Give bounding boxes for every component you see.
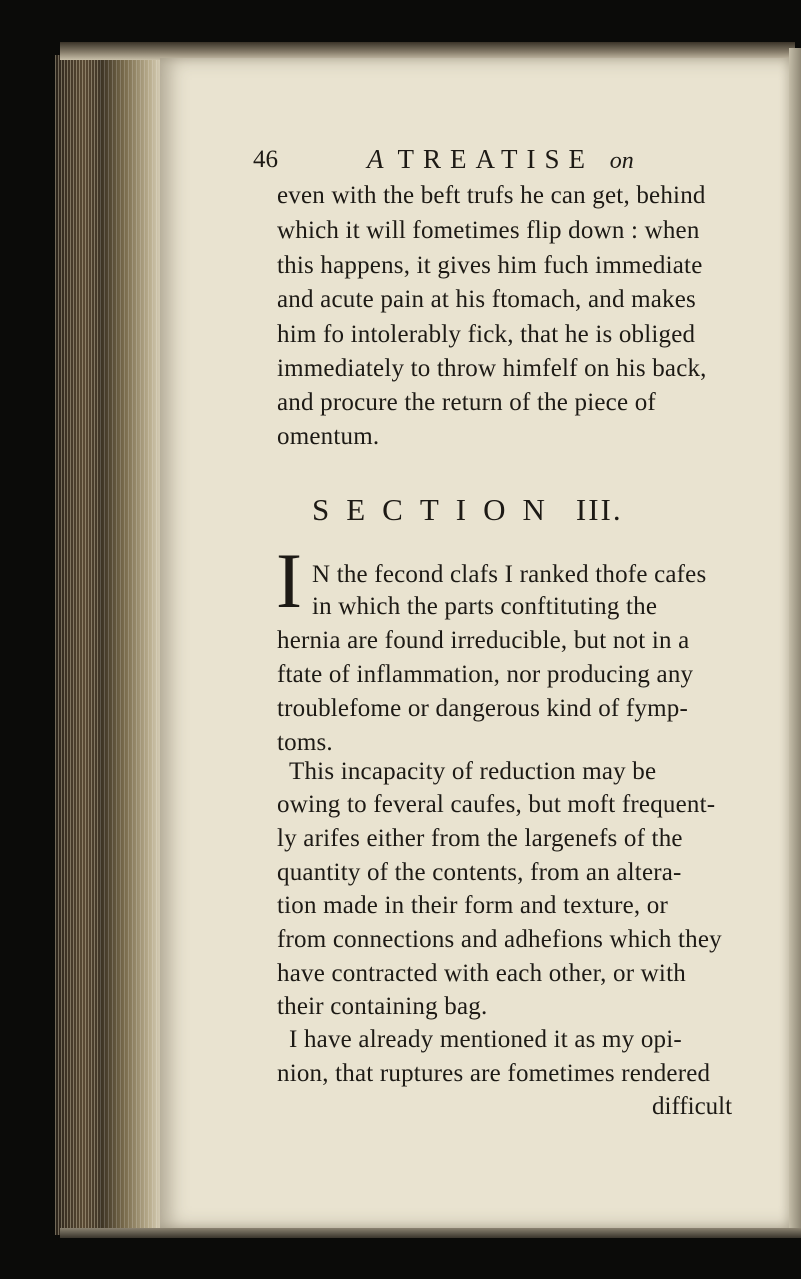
text-line: N the fecond clafs I ranked thofe cafes bbox=[312, 561, 707, 588]
text-line: omentum. bbox=[277, 423, 380, 450]
text-line: owing to feveral caufes, but moft frequent- bbox=[277, 791, 716, 818]
text-line: toms. bbox=[277, 729, 333, 756]
text-line: tion made in their form and texture, or bbox=[277, 892, 669, 919]
text-line: have contracted with each other, or with bbox=[277, 960, 686, 987]
text-line: quantity of the contents, from an altera- bbox=[277, 859, 682, 886]
text-line: troublefome or dangerous kind of fymp- bbox=[277, 695, 688, 722]
text-line: and procure the return of the piece of bbox=[277, 389, 656, 416]
drop-cap: I bbox=[276, 537, 302, 624]
section-number: III. bbox=[575, 492, 623, 527]
text-line: even with the beft trufs he can get, behind bbox=[277, 182, 706, 209]
text-line: I have already mentioned it as my opi- bbox=[289, 1026, 682, 1053]
catchword: difficult bbox=[652, 1093, 733, 1120]
text-line: ly arifes either from the largenefs of the bbox=[277, 825, 683, 852]
text-line: This incapacity of reduction may be bbox=[289, 758, 657, 785]
text-line: their containing bag. bbox=[277, 993, 488, 1020]
text-line: this happens, it gives him fuch immediate bbox=[277, 252, 703, 279]
running-head-article: A bbox=[367, 144, 384, 174]
text-line: from connections and adhefions which they bbox=[277, 926, 722, 953]
page-number: 46 bbox=[253, 146, 278, 173]
text-line: which it will fometimes flip down : when bbox=[277, 217, 700, 244]
text-line: immediately to throw himfelf on his back, bbox=[277, 355, 707, 382]
running-head-on: on bbox=[609, 148, 634, 174]
text-line: nion, that ruptures are fometimes rendered bbox=[277, 1060, 711, 1087]
text-line: ftate of inflammation, nor producing any bbox=[277, 661, 694, 688]
text-line: him fo intolerably fick, that he is obliged bbox=[277, 321, 696, 348]
section-label: SECTION bbox=[312, 492, 562, 527]
text-line: hernia are found irreducible, but not in a bbox=[277, 627, 690, 654]
text-line: in which the parts conftituting the bbox=[312, 593, 658, 620]
running-head bbox=[367, 144, 634, 175]
running-head-title: TREATISE bbox=[397, 144, 594, 174]
text-line: and acute pain at his ftomach, and makes bbox=[277, 286, 696, 313]
section-heading bbox=[312, 492, 623, 528]
